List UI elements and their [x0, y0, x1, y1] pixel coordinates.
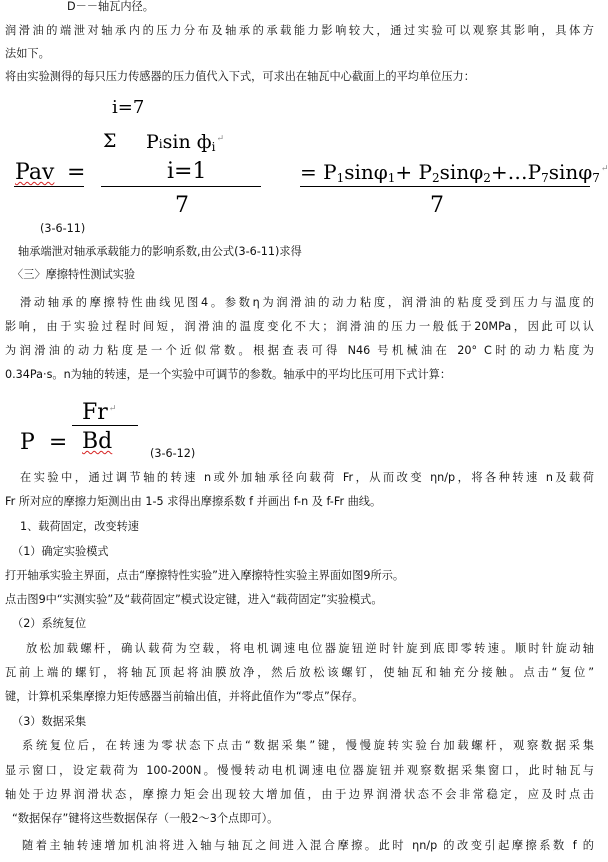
text-line: 影响，由于实验过程时间短，润滑油的温度变化不大；润滑油的压力一般低于20MPa，因此可以认	[5, 320, 594, 333]
text-line: Fr 所对应的摩擦力矩测出由 1-5 求得出摩擦系数 f 并画出 f-n 及 f-Fr 曲线。	[5, 495, 382, 508]
text-line: 轴处于边界润滑状态，摩擦力矩会出现较大增加值，由于边界润滑状态不会非常稳定，应及时点击	[5, 788, 594, 801]
text-line: （1）确定实验模式	[12, 545, 109, 558]
formula-denominator: 7	[175, 193, 189, 218]
equation-number: (3-6-11)	[40, 222, 86, 235]
formula-p-fraction-bar	[72, 425, 138, 426]
text-line: 滑动轴承的摩擦特性曲线见图4。参数η为润滑油的动力粘度，润滑油的粘度受到压力与温度的	[20, 296, 594, 309]
section-heading: 〈三〉摩擦特性测试实验	[12, 268, 136, 281]
text-line: “数据保存”键将这些数据保存（一般2～3个点即可）。	[12, 812, 279, 825]
formula-rhs-denominator: 7	[430, 193, 444, 218]
formula-p-denominator: Bd	[82, 429, 113, 454]
formula-fraction-bar	[101, 186, 261, 187]
formula-lower-limit: i=1	[167, 159, 207, 184]
text-line: 放松加载螺杆，确认载荷为空载，将电机调速电位器旋钮逆时针旋到底即零转速。顺时针旋动轴	[26, 642, 594, 655]
text-line: 1、载荷固定，改变转速	[20, 520, 139, 533]
formula-summand: Pisin фi↵	[146, 131, 225, 154]
text-line: （2）系统复位	[12, 617, 87, 630]
equation-number: (3-6-12)	[150, 447, 196, 460]
formula-upper-limit: i=7	[112, 97, 145, 118]
text-line: 轴承端泄对轴承承载能力的影响系数,由公式(3-6-11)求得	[18, 245, 302, 258]
text-line: 0.34Pa·s。n为轴的转速，是一个实验中可调节的参数。轴承中的平均比压可用下式计算：	[5, 368, 452, 381]
text-line: 瓦前上端的螺钉，将轴瓦顶起将油膜放净，然后放松该螺钉，使轴瓦和轴充分接触。点击“复位”	[5, 666, 594, 679]
text-line: 系统复位后，在转速为零状态下点击“数据采集”键，慢慢旋转实验台加载螺杆，观察数据采集	[22, 739, 594, 752]
text-line: 点击图9中“实测实验”及“载荷固定”模式设定键，进入“载荷固定”实验模式。	[5, 593, 383, 606]
text-line: D－－轴瓦内径。	[67, 0, 154, 13]
text-line: 显示窗口，设定载荷为 100-200N。慢慢转动电机调速电位器旋钮并观察数据采集窗口，此时轴瓦与	[5, 764, 594, 777]
text-line: 在实验中，通过调节轴的转速 n或外加轴承径向载荷 Fr，从而改变 ηn/p，将各种转速 n及载荷	[20, 471, 594, 484]
text-line: 将由实验测得的每只压力传感器的压力值代入下式，可求出在轴瓦中心截面上的平均单位压力：	[5, 70, 475, 83]
text-line: 键，计算机采集摩擦力矩传感器当前输出值，并将此值作为“零点”保存。	[5, 690, 364, 703]
formula-lhs-underline	[14, 186, 84, 187]
formula-rhs-fraction-bar	[300, 186, 590, 187]
formula-p-lhs: P =	[20, 430, 68, 455]
formula-equals: =	[67, 160, 86, 185]
text-line: （3）数据采集	[12, 715, 87, 728]
text-line: 随着主轴转速增加机油将进入轴与轴瓦之间进入混合摩擦。此时 ηn/p 的改变引起摩擦系数 f 的	[22, 839, 594, 852]
text-line: 法如下。	[5, 47, 50, 60]
formula-lhs: Pav	[15, 160, 55, 185]
formula-rhs-numerator: = P1sinφ1+ P2sinφ2+…P7sinφ7↵	[300, 160, 608, 185]
text-line: 打开轴承实验主界面，点击“摩擦特性实验”进入摩擦特性实验主界面如图9所示。	[5, 569, 405, 582]
text-line: 润滑油的端泄对轴承内的压力分布及轴承的承载能力影响较大，通过实验可以观察其影响，具体方	[5, 24, 594, 37]
text-line: 为润滑油的动力粘度是一个近似常数。根据查表可得 N46 号机械油在 20° C时的动力粘度为	[5, 344, 594, 357]
formula-p-numerator: Fr↵	[82, 400, 117, 425]
formula-sigma: Σ	[103, 130, 117, 152]
